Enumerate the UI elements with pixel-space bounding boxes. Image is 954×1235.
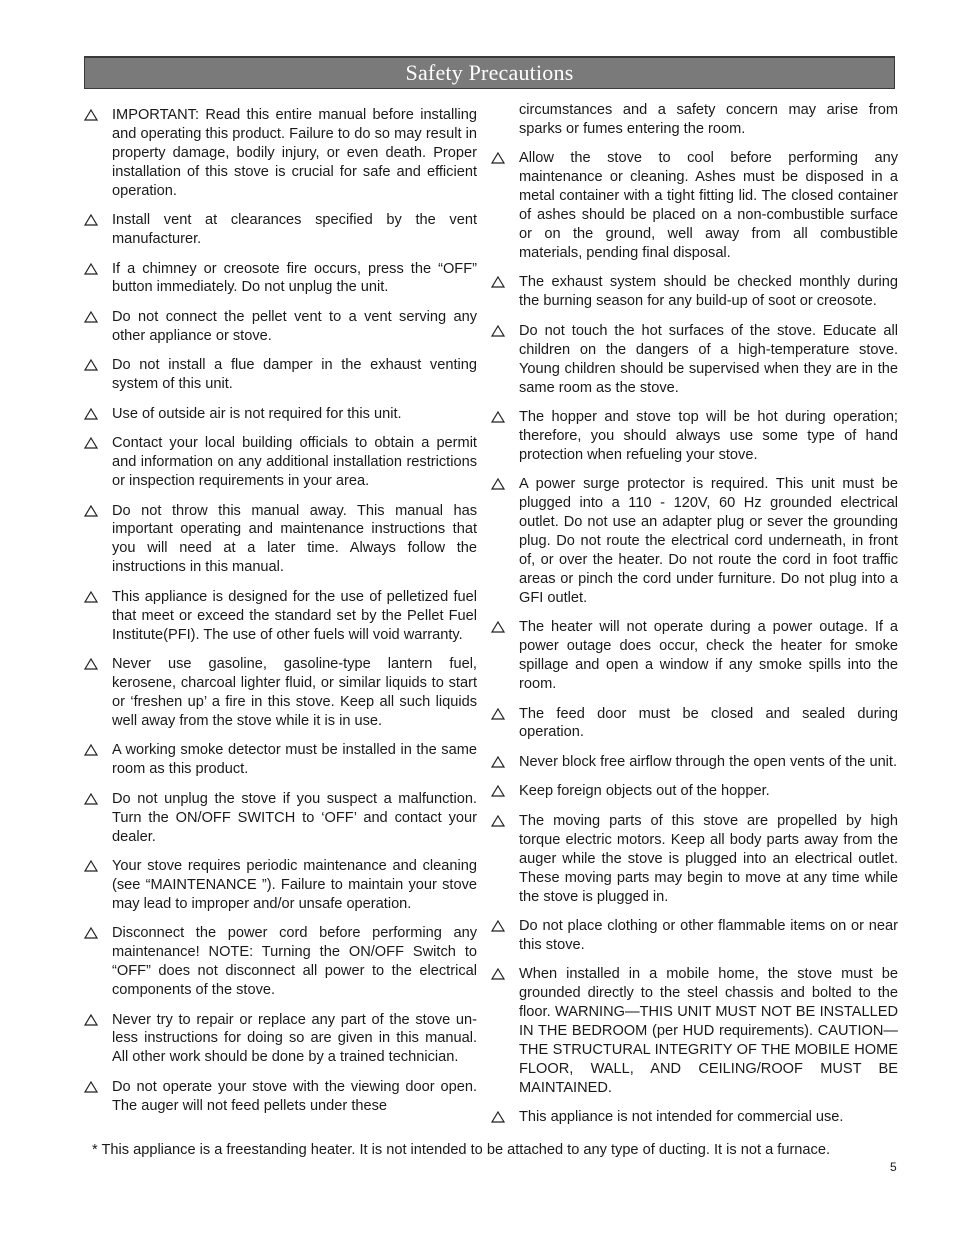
precaution-text: Your stove requires periodic maintenance and cleaning (see “MAINTENANCE ”). Failure to maintain your stove may lead to improper and/or unsafe operation. <box>112 858 477 912</box>
precaution-item <box>491 782 898 801</box>
warning-triangle-icon <box>84 1081 98 1093</box>
precaution-text: Do not throw this manual away. This manual has important operating and maintenance instructions that you will need at a later time. Always follow the instructions in this manual. <box>112 502 477 576</box>
footnote: * This appliance is a freestanding heater. It is not intended to be attached to any type of ducting. It is not a furnace. <box>92 1142 831 1158</box>
warning-triangle-icon <box>491 152 505 164</box>
warning-triangle-icon <box>491 1111 505 1123</box>
warning-triangle-icon <box>84 505 98 517</box>
page-number: 5 <box>890 1160 897 1174</box>
warning-triangle-icon <box>491 920 505 932</box>
warning-triangle-icon <box>84 658 98 670</box>
precaution-item <box>491 965 898 1097</box>
precaution-text: IMPORTANT: Read this entire manual before installing and operating this product. Failure to do so may result in property damage, bodily injury, or even death. Proper installation of this stove is crucial for safe and efficient operation. <box>112 107 477 199</box>
warning-triangle-icon <box>84 109 98 121</box>
precaution-continuation: circumstances and a safety concern may arise from sparks or fumes entering the room. <box>519 102 898 137</box>
precaution-item <box>84 106 477 201</box>
precaution-text: Disconnect the power cord before performing any maintenance! NOTE: Turning the ON/OFF Switch to “OFF” does not disconnect all power to the electrical components of the stove. <box>112 925 477 999</box>
precaution-item <box>491 408 898 465</box>
precaution-text: Use of outside air is not required for this unit. <box>112 405 402 422</box>
warning-triangle-icon <box>84 437 98 449</box>
precaution-item <box>84 924 477 1000</box>
precaution-text: This appliance is not intended for commercial use. <box>519 1109 844 1126</box>
precaution-item <box>84 211 477 249</box>
left-column <box>84 106 477 1126</box>
warning-triangle-icon <box>491 708 505 720</box>
precaution-item <box>84 434 477 491</box>
warning-triangle-icon <box>491 968 505 980</box>
precaution-item <box>84 502 477 578</box>
precaution-item <box>491 149 898 262</box>
precaution-text: The moving parts of this stove are propelled by high torque electric motors. Keep all body parts away from the auger while the stove is plugged into an electrical outlet. These moving parts may begin to move at any time while the stove is plugged in. <box>519 812 898 905</box>
precaution-item <box>84 588 477 645</box>
section-banner <box>84 56 895 89</box>
precaution-item <box>84 308 477 346</box>
precaution-text: The hopper and stove top will be hot during operation; therefore, you should always use some type of hand protection when refueling your stove. <box>519 409 898 463</box>
precaution-text: Do not connect the pellet vent to a vent serving any other appliance or stove. <box>112 308 477 344</box>
precaution-item <box>491 475 898 607</box>
precaution-item <box>84 790 477 847</box>
precaution-text: Do not unplug the stove if you suspect a malfunction. Turn the ON/OFF SWITCH to ‘OFF’ and contact your dealer. <box>112 790 477 845</box>
precaution-text: A working smoke detector must be installed in the same room as this product. <box>112 742 477 778</box>
precaution-text: Do not operate your stove with the viewing door open. The auger will not feed pellets under these <box>112 1078 477 1114</box>
warning-triangle-icon <box>84 214 98 226</box>
warning-triangle-icon <box>491 815 505 827</box>
warning-triangle-icon <box>491 785 505 797</box>
warning-triangle-icon <box>84 591 98 603</box>
warning-triangle-icon <box>84 744 98 756</box>
precaution-item <box>491 705 898 743</box>
precaution-item <box>84 857 477 914</box>
precaution-item <box>84 260 477 298</box>
warning-triangle-icon <box>84 408 98 420</box>
warning-triangle-icon <box>491 325 505 337</box>
warning-triangle-icon <box>491 276 505 288</box>
precaution-text: Never block free airflow through the open vents of the unit. <box>519 753 898 770</box>
precaution-item <box>491 1108 898 1127</box>
section-title: Safety Precautions <box>405 60 574 85</box>
precaution-text: When installed in a mobile home, the stove must be grounded directly to the steel chassis and bolted to the floor. WARNING—THIS UNIT MUST NOT BE INSTALLED IN THE BEDROOM (per HUD requirements). CAUTION—THE STRUCTURAL INTEGRITY OF THE MOBILE HOME FLOOR, WALL, AND CEILING/ROOF MUST BE MAINTAINED. <box>519 966 898 1096</box>
warning-triangle-icon <box>84 359 98 371</box>
precaution-text: The exhaust system should be checked monthly during the burning season for any build-up of soot or creosote. <box>519 274 898 310</box>
warning-triangle-icon <box>84 927 98 939</box>
warning-triangle-icon <box>491 411 505 423</box>
warning-triangle-icon <box>491 756 505 768</box>
precaution-text: This appliance is designed for the use of pelletized fuel that meet or exceed the standard set by the Pellet Fuel Institute(PFI). The use of other fuels will void warranty. <box>112 588 477 643</box>
precaution-item <box>491 618 898 694</box>
precaution-text: Do not place clothing or other flammable items on or near this stove. <box>519 918 898 953</box>
precaution-text: The feed door must be closed and sealed during operation. <box>519 705 898 741</box>
precaution-text: Contact your local building officials to obtain a permit and information on any additional installation restrictions or inspection requirements in your area. <box>112 435 477 490</box>
warning-triangle-icon <box>491 478 505 490</box>
precaution-text: Never try to repair or replace any part of the stove un-less instructions for doing so are given in this manual. All other work should be done by a trained technician. <box>112 1011 477 1066</box>
precaution-item <box>84 1011 477 1068</box>
precaution-text: The heater will not operate during a power outage. If a power outage does occur, check the heater for smoke spillage and open a window if any smoke spills into the room. <box>519 619 898 693</box>
warning-triangle-icon <box>84 311 98 323</box>
right-column <box>491 101 898 1138</box>
precaution-item <box>491 322 898 398</box>
precaution-item <box>491 273 898 311</box>
warning-triangle-icon <box>84 860 98 872</box>
precaution-item <box>491 917 898 955</box>
precaution-item <box>491 812 898 907</box>
precaution-item <box>84 405 477 424</box>
warning-triangle-icon <box>84 263 98 275</box>
precaution-text: A power surge protector is required. This unit must be plugged into a 110 - 120V, 60 Hz grounded electrical outlet. Do not use an adapter plug or sever the grounding plug. Do not route the electrical cord underneath, in front of, or over the heater. Do not route the cord in foot traffic areas or pinch the cord under furniture. Do not plug into a GFI outlet. <box>519 476 898 606</box>
precaution-item <box>84 655 477 731</box>
precaution-text: Never use gasoline, gasoline-type lantern fuel, kerosene, charcoal lighter fluid, or similar liquids to start or ‘freshen up’ a fire in this stove. Keep all such liquids well away from the stove while it is in use. <box>112 656 477 729</box>
warning-triangle-icon <box>491 621 505 633</box>
precaution-text: Keep foreign objects out of the hopper. <box>519 783 770 800</box>
precaution-item <box>84 1078 477 1116</box>
precaution-text: If a chimney or creosote fire occurs, press the “OFF” button immediately. Do not unplug the unit. <box>112 260 477 296</box>
warning-triangle-icon <box>84 793 98 805</box>
precaution-item <box>84 356 477 394</box>
warning-triangle-icon <box>84 1014 98 1026</box>
precaution-item <box>84 741 477 779</box>
precaution-text: Do not install a flue damper in the exhaust venting system of this unit. <box>112 357 477 393</box>
precaution-text: Install vent at clearances specified by the vent manufacturer. <box>112 212 477 248</box>
precaution-text: Allow the stove to cool before performing any maintenance or cleaning. Ashes must be disposed in a metal container with a tight fitting lid. The closed container of ashes should be placed on a non-combustible surface or on the ground, well away from all combustible materials, pending final disposal. <box>519 150 898 261</box>
precaution-text: Do not touch the hot surfaces of the stove. Educate all children on the dangers of a high-temperature stove. Young children should be supervised when they are in the same room as the stove. <box>519 322 898 396</box>
precaution-item <box>491 753 898 772</box>
